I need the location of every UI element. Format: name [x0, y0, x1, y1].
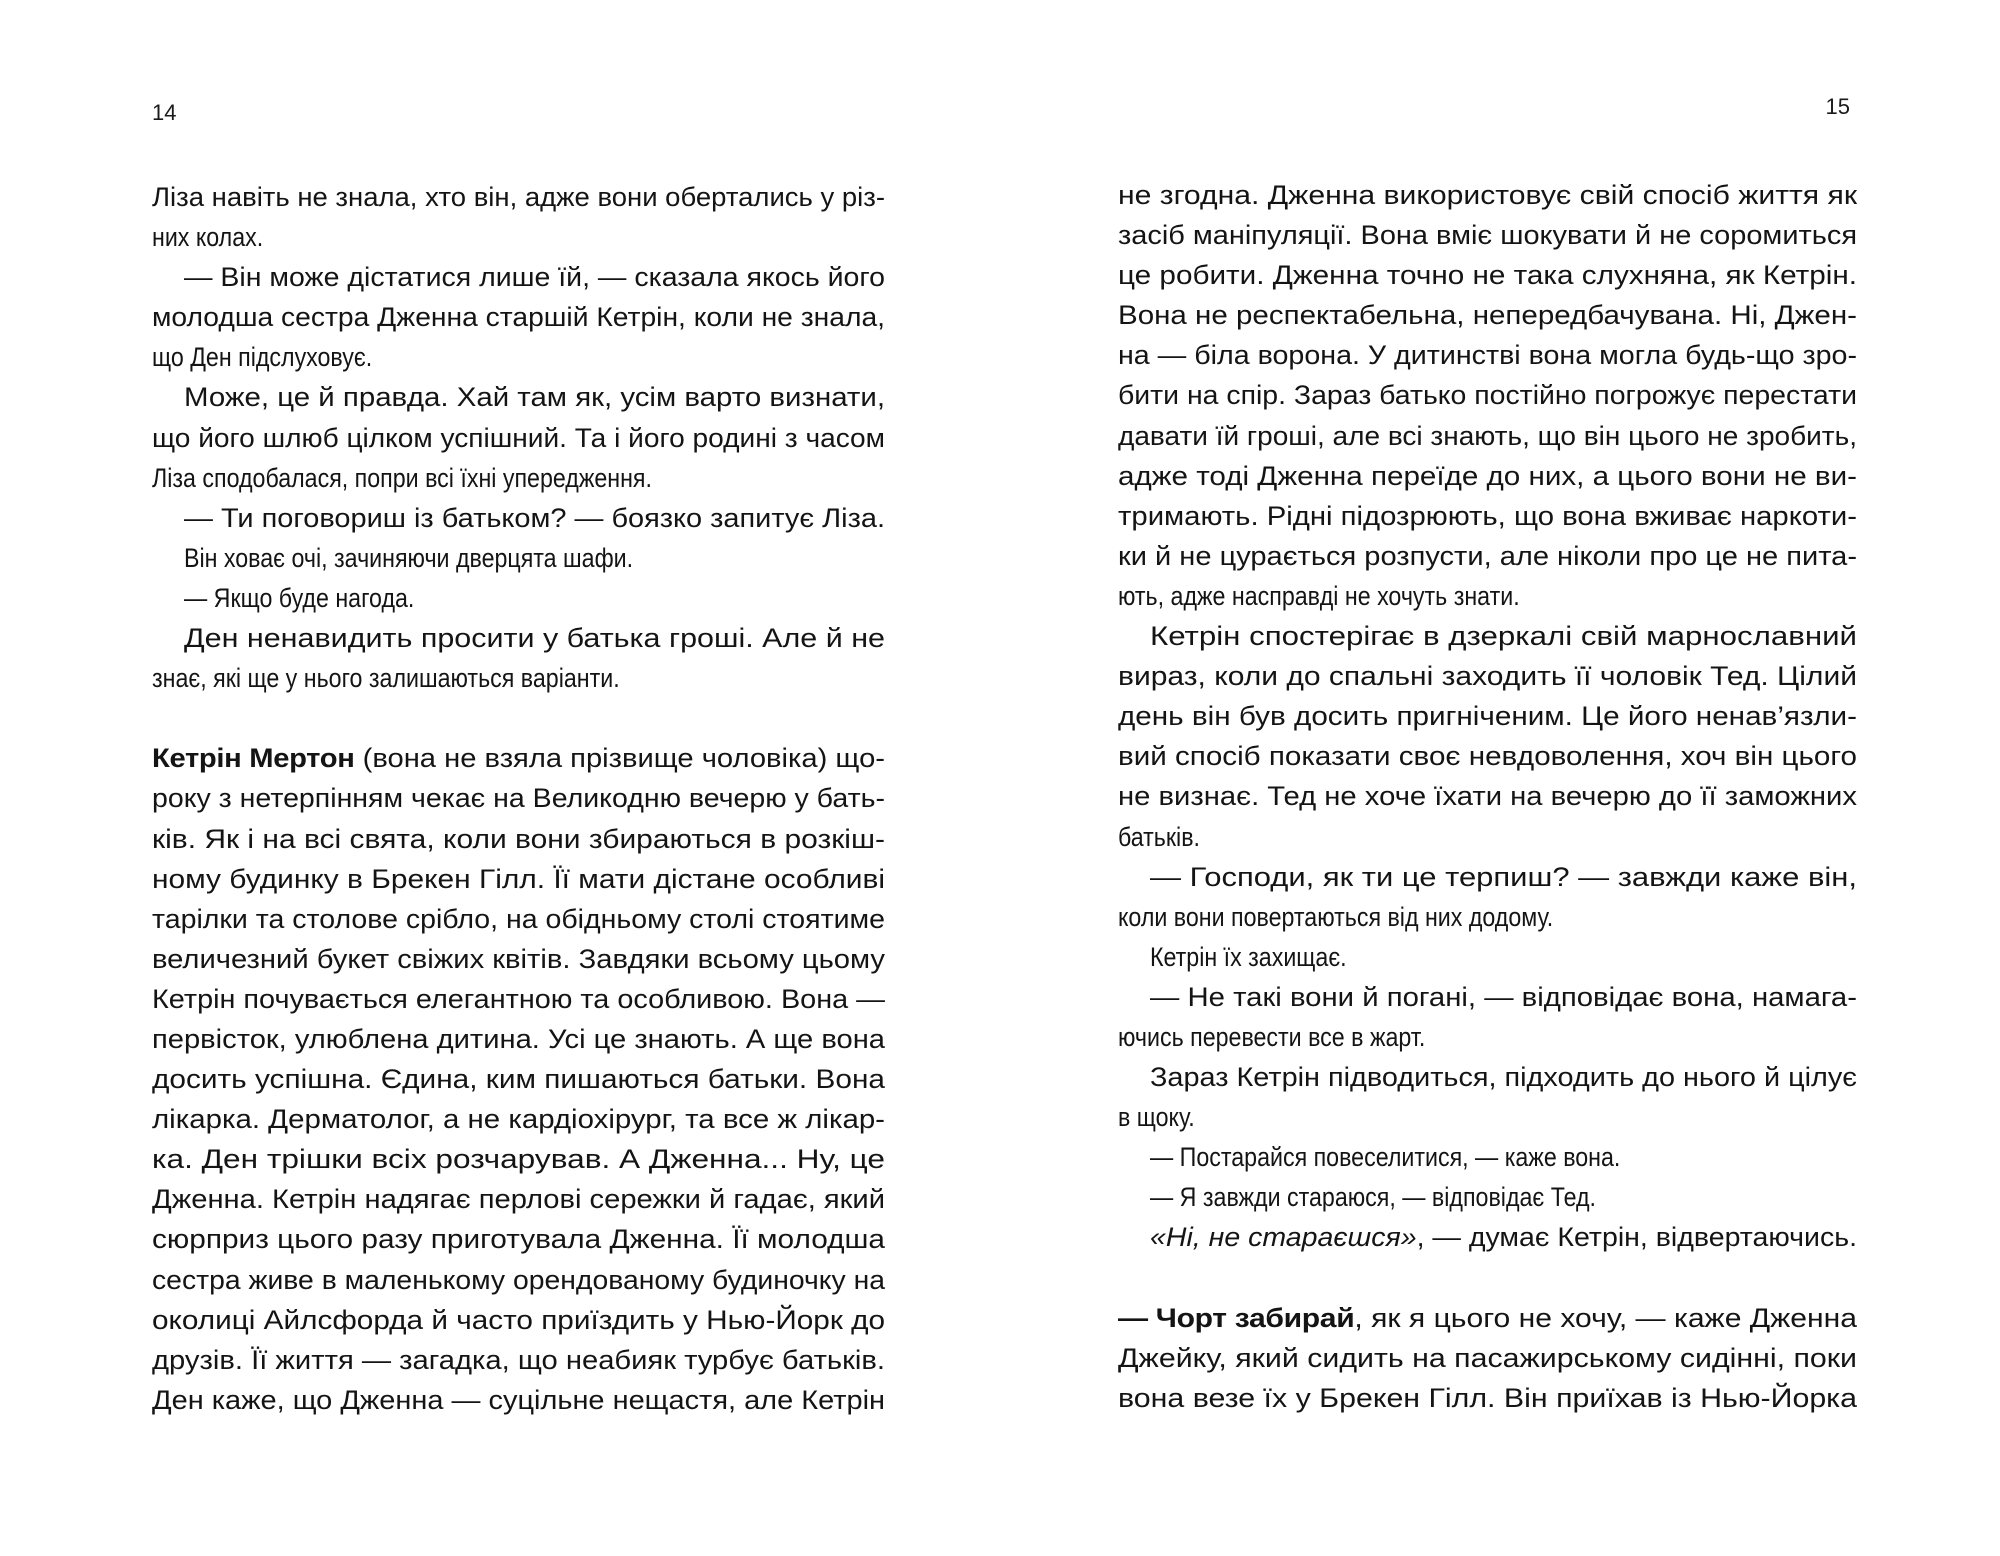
line-text: околиці Айлсфорда й часто приїздить у Нью-Йорк до — [152, 1304, 885, 1335]
line-text: що його шлюб цілком успішний. Та і його родині з часом — [152, 422, 885, 453]
line-text: ють, адже насправді не хочуть знати. — [1118, 580, 1520, 611]
line-text: Дженна. Кетрін надягає перлові сережки й гадає, який — [152, 1184, 885, 1215]
text-line — [1118, 295, 1857, 335]
text-line — [1118, 1298, 1857, 1338]
text-line — [152, 498, 885, 538]
line-text: — Не такі вони й погані, — відповідає вона, намага- — [1150, 981, 1857, 1012]
line-text: вираз, коли до спальні заходить її чоловік Тед. Цілий — [1118, 661, 1857, 692]
line-text: не визнає. Тед не хоче їхати на вечерю до її заможних — [1118, 781, 1857, 812]
line-text: тримають. Рідні підозрюють, що вона вживає наркоти- — [1118, 500, 1857, 531]
line-text: Ліза навіть не знала, хто він, адже вони обертались у різ- — [152, 182, 885, 212]
text-line — [1118, 456, 1857, 496]
line-text: величезний букет свіжих квітів. Завдяки всьому цьому — [152, 943, 885, 974]
bold-lead-in: — Чорт забирай — [1118, 1302, 1355, 1333]
text-line — [152, 939, 885, 979]
text-line — [152, 778, 885, 818]
line-text: це робити. Дженна точно не така слухняна, як Кетрін. — [1118, 260, 1857, 291]
line-text: ка. Ден трішки всіх розчарував. А Дженна... Ну, це — [152, 1144, 885, 1175]
line-text: ючись перевести все в жарт. — [1118, 1021, 1426, 1052]
text-line — [1118, 375, 1857, 415]
text-line — [1118, 897, 1857, 937]
text-line — [1118, 576, 1857, 616]
text-line — [152, 177, 885, 217]
line-text: день він був досить пригніченим. Це його ненав’язли- — [1118, 701, 1857, 732]
page-number-right: 15 — [1825, 94, 1850, 119]
text-line — [1118, 857, 1857, 897]
line-text: не згодна. Дженна використовує свій спосіб життя як — [1118, 180, 1857, 210]
text-line — [1118, 1378, 1857, 1418]
line-text: вона везе їх у Брекен Гілл. Він приїхав із Нью-Йорка — [1118, 1382, 1857, 1413]
line-text: Він ховає очі, зачиняючи дверцята шафи. — [184, 542, 634, 573]
blank-line — [152, 698, 885, 738]
text-line — [1118, 255, 1857, 295]
line-text: Кетрін їх захищає. — [1150, 941, 1347, 972]
text-line — [152, 859, 885, 899]
line-text: (вона не взяла прізвище чоловіка) що- — [354, 743, 885, 774]
text-line — [1118, 496, 1857, 536]
text-line — [152, 1340, 885, 1380]
text-line — [1118, 736, 1857, 776]
left-page-text — [152, 177, 885, 1420]
text-line — [1118, 1338, 1857, 1378]
line-text: них колах. — [152, 222, 264, 253]
text-line — [152, 418, 885, 458]
line-text: Кетрін почувається елегантною та особливою. Вона — — [152, 983, 885, 1014]
text-line — [152, 377, 885, 417]
text-line — [152, 1019, 885, 1059]
line-text: Кетрін спостерігає в дзеркалі свій марнославний — [1150, 621, 1857, 652]
line-text: батьків. — [1118, 821, 1201, 852]
text-line — [1118, 215, 1857, 255]
line-text: на — біла ворона. У дитинстві вона могла будь-що зро- — [1118, 340, 1857, 371]
bold-lead-in: Кетрін Мертон — [152, 743, 355, 774]
line-text: коли вони повертаються від них додому. — [1118, 901, 1554, 932]
right-page-text — [1118, 175, 1857, 1418]
line-text: року з нетерпінням чекає на Великодню вечерю у бать- — [152, 783, 885, 814]
text-line — [1118, 536, 1857, 576]
text-line — [1118, 1177, 1857, 1217]
line-text: — Він може дістатися лише їй, — сказала якось його — [184, 262, 885, 293]
text-line — [1118, 1217, 1857, 1257]
line-text: засіб маніпуляції. Вона вміє шокувати й не соромиться — [1118, 220, 1857, 251]
line-text: Ден каже, що Дженна — суцільне нещастя, але Кетрін — [152, 1384, 885, 1415]
line-text: вий спосіб показати своє невдоволення, хоч він цього — [1118, 741, 1857, 772]
text-line — [152, 1260, 885, 1300]
line-text: ному будинку в Брекен Гілл. Її мати дістане особливі — [152, 863, 885, 894]
text-line — [152, 458, 885, 498]
line-text: Джейку, який сидить на пасажирському сидінні, поки — [1118, 1342, 1857, 1373]
line-text: сестра живе в маленькому орендованому будиночку на — [152, 1264, 885, 1295]
text-line — [152, 1300, 885, 1340]
line-text: досить успішна. Єдина, ким пишаються батьки. Вона — [152, 1064, 886, 1095]
line-text: ки й не цурається розпусти, але ніколи про це не пита- — [1118, 540, 1857, 571]
text-line — [152, 658, 885, 698]
text-line — [152, 1139, 885, 1179]
line-text: Ліза сподобалася, попри всі їхні упередження. — [152, 462, 652, 493]
text-line — [152, 1219, 885, 1259]
line-text: адже тоді Дженна переїде до них, а цього вони не ви- — [1118, 460, 1857, 491]
line-text: — Я завжди стараюся, — відповідає Тед. — [1150, 1182, 1597, 1213]
line-text: , — думає Кетрін, відвертаючись. — [1416, 1222, 1857, 1253]
text-line — [1118, 616, 1857, 656]
text-line — [1118, 1017, 1857, 1057]
line-text: давати їй гроші, але всі знають, що він цього не зробить, — [1118, 420, 1857, 451]
text-line — [152, 1099, 885, 1139]
text-line — [1118, 1057, 1857, 1097]
line-text: друзів. Її життя — загадка, що неабияк турбує батьків. — [152, 1344, 885, 1375]
line-text: знає, які ще у нього залишаються варіанти. — [152, 663, 620, 694]
line-text: Вона не респектабельна, непередбачувана. Ні, Джен- — [1118, 300, 1857, 331]
text-line — [152, 297, 885, 337]
line-text: — Господи, як ти це терпиш? — завжди каже він, — [1150, 861, 1857, 892]
text-line — [152, 979, 885, 1019]
page-number-left: 14 — [152, 100, 177, 125]
line-text: , як я цього не хочу, — каже Дженна — [1354, 1302, 1857, 1333]
text-line — [152, 899, 885, 939]
line-text: — Постарайся повеселитися, — каже вона. — [1150, 1142, 1621, 1173]
text-line — [1118, 335, 1857, 375]
text-line — [1118, 776, 1857, 816]
text-line — [1118, 817, 1857, 857]
text-line — [152, 1380, 885, 1420]
line-text: в щоку. — [1118, 1102, 1195, 1133]
line-text: що Ден підслуховує. — [152, 342, 373, 373]
line-text: Зараз Кетрін підводиться, підходить до нього й цілує — [1150, 1062, 1857, 1093]
blank-line — [1118, 1258, 1857, 1298]
text-line — [1118, 1097, 1857, 1137]
line-text: Може, це й правда. Хай там як, усім варто визнати, — [184, 382, 885, 413]
text-line — [1118, 416, 1857, 456]
text-line — [1118, 977, 1857, 1017]
text-line — [152, 578, 885, 618]
line-text: бити на спір. Зараз батько постійно погрожує перестати — [1118, 380, 1857, 411]
text-line — [152, 337, 885, 377]
text-line — [152, 618, 885, 658]
italic-thought: «Ні, не стараєшся» — [1150, 1222, 1417, 1253]
text-line — [152, 538, 885, 578]
line-text: лікарка. Дерматолог, а не кардіохірург, та все ж лікар- — [152, 1104, 885, 1135]
text-line — [1118, 656, 1857, 696]
text-line — [152, 738, 885, 778]
line-text: — Ти поговориш із батьком? — боязко запитує Ліза. — [184, 502, 885, 533]
text-line — [1118, 175, 1857, 215]
right-page — [1000, 0, 2000, 1556]
text-line — [1118, 1137, 1857, 1177]
text-line — [1118, 937, 1857, 977]
text-line — [152, 1179, 885, 1219]
line-text: тарілки та столове срібло, на обідньому столі стоятиме — [152, 903, 885, 934]
text-line — [1118, 696, 1857, 736]
text-line — [152, 819, 885, 859]
line-text: Ден ненавидить просити у батька гроші. Але й не — [184, 623, 885, 654]
text-line — [152, 217, 885, 257]
line-text: ків. Як і на всі свята, коли вони збираються в розкіш- — [152, 823, 885, 854]
line-text: первісток, улюблена дитина. Усі це знають. А ще вона — [152, 1023, 885, 1054]
line-text: сюрприз цього разу приготувала Дженна. Її молодша — [152, 1224, 885, 1255]
line-text: — Якщо буде нагода. — [184, 582, 415, 613]
text-line — [152, 257, 885, 297]
text-line — [152, 1059, 885, 1099]
line-text: молодша сестра Дженна старшій Кетрін, коли не знала, — [152, 302, 885, 333]
